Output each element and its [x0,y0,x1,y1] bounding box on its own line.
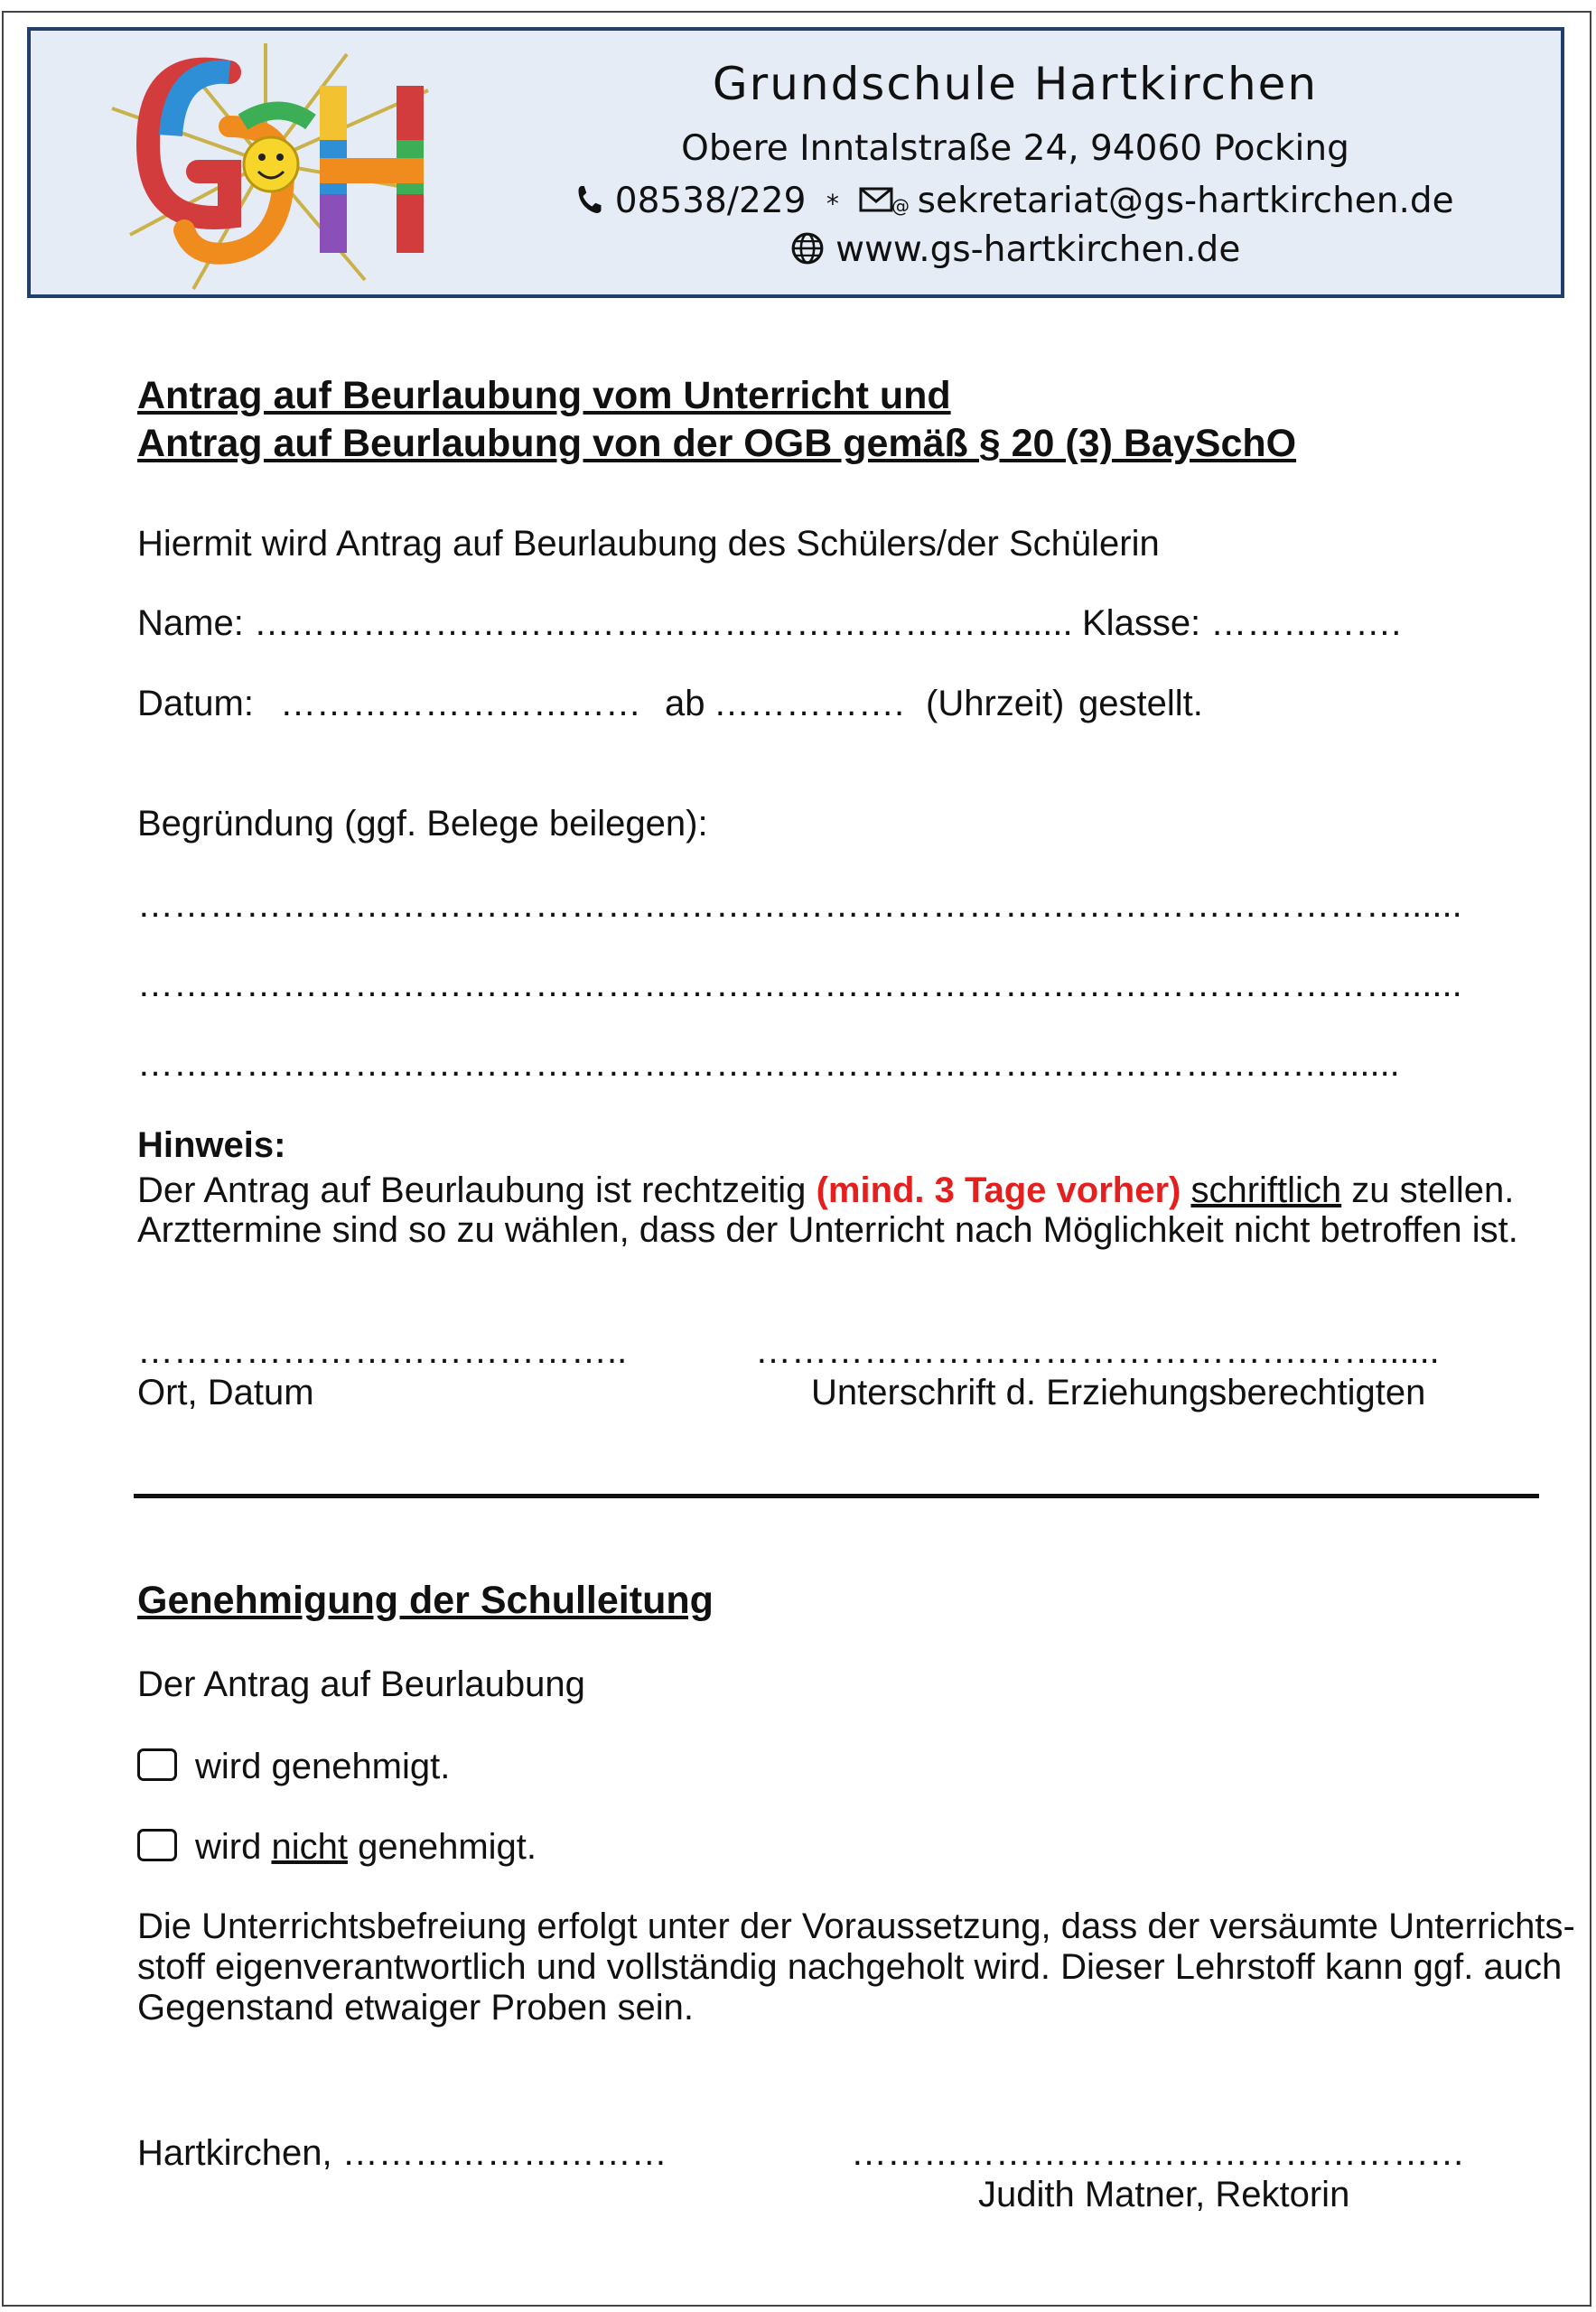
approval-date-dots[interactable]: ……………………… [341,2133,667,2173]
application-title-line1: Antrag auf Beurlaubung vom Unterricht und [137,374,951,417]
reason-line-3[interactable]: …………………………………………………………………………………….…...... [137,1044,1400,1084]
approved-label: wird genehmigt. [195,1747,451,1786]
application-intro: Hiermit wird Antrag auf Beurlaubung des Schülers/der Schülerin [137,524,1160,564]
principal-signature-dots[interactable]: …………………………………………… [851,2133,1465,2173]
guardian-signature-label: Unterschrift d. Erziehungsberechtigten [811,1373,1426,1412]
globe-icon [790,231,825,266]
separator: * [826,189,839,219]
condition-line-3: Gegenstand etwaiger Proben sein. [137,1988,694,2028]
begruendung-label: Begründung (ggf. Belege beilegen): [137,804,708,844]
datum-label: Datum: [137,684,254,723]
denied-prefix: wird [195,1827,262,1867]
guardian-signature-dots[interactable]: ……………………………………….……...... [755,1331,1440,1371]
principal-name: Judith Matner, Rektorin [978,2175,1350,2214]
condition-line-2: stoff eigenverantwortlich und vollständig nachgeholt wird. Dieser Lehrstoff kann ggf. auch [137,1947,1563,1987]
website-line [537,229,1494,270]
contact-line [537,181,1494,221]
denied-suffix: genehmigt. [358,1827,537,1867]
uhrzeit-label: (Uhrzeit) [926,684,1065,723]
school-name: Grundschule Hartkirchen [712,58,1319,110]
approval-title: Genehmigung der Schulleitung [137,1579,714,1622]
phone-icon [576,183,603,216]
place-date-label: Ort, Datum [137,1373,314,1412]
name-label: Name: [137,603,244,643]
denied-label [195,1827,537,1868]
klasse-label: Klasse: [1082,603,1201,643]
hinweis-text-before: Der Antrag auf Beurlaubung ist rechtzeitig [137,1170,807,1210]
reason-line-2[interactable]: ……………………………………………………………………………………………...... [137,965,1462,1004]
hinweis-highlight: (mind. 3 Tage vorher) [816,1170,1181,1210]
gestellt-label: gestellt. [1078,684,1203,723]
hinweis-underlined: schriftlich [1190,1170,1342,1210]
denied-checkbox[interactable] [137,1829,177,1861]
hinweis-line1 [137,1170,1514,1211]
school-header [27,27,1564,298]
email-icon [859,185,910,217]
denied-underlined: nicht [271,1827,348,1867]
section-divider [134,1494,1539,1498]
school-address: Obere Inntalstraße 24, 94060 Pocking [681,128,1349,169]
ab-field[interactable]: ……………. [714,684,905,723]
klasse-dots: ……………. [1210,603,1402,643]
approval-place [137,2133,667,2174]
reason-line-1[interactable]: ……………………………………………………………………………………………...... [137,885,1462,925]
approval-place-label: Hartkirchen, [137,2133,332,2173]
name-field[interactable] [137,603,1073,644]
klasse-field[interactable] [1082,603,1401,644]
school-logo [94,36,473,298]
hinweis-line2: Arzttermine sind so zu wählen, dass der Unterricht nach Möglichkeit nicht betroffen ist. [137,1210,1518,1250]
approved-checkbox[interactable] [137,1748,177,1781]
approval-intro: Der Antrag auf Beurlaubung [137,1664,585,1704]
hinweis-heading: Hinweis: [137,1125,286,1165]
name-dots: ………………………………………………………...... [253,603,1073,643]
svg-text:@: @ [891,195,910,217]
email-address[interactable]: sekretariat@gs-hartkirchen.de [917,181,1454,221]
website-url[interactable]: www.gs-hartkirchen.de [835,229,1241,270]
application-title-line2: Antrag auf Beurlaubung von der OGB gemäß § 20 (3) BaySchO [137,422,1297,465]
condition-line-1: Die Unterrichtsbefreiung erfolgt unter der Voraussetzung, dass der versäumte Unterrichts- [137,1906,1575,1946]
phone-number: 08538/229 [614,181,807,221]
hinweis-text-after: zu stellen. [1351,1170,1515,1210]
ab-label: ab [665,684,705,723]
place-date-dots[interactable]: ………………………………….. [137,1331,628,1371]
datum-field[interactable]: ………………………… [280,684,641,723]
